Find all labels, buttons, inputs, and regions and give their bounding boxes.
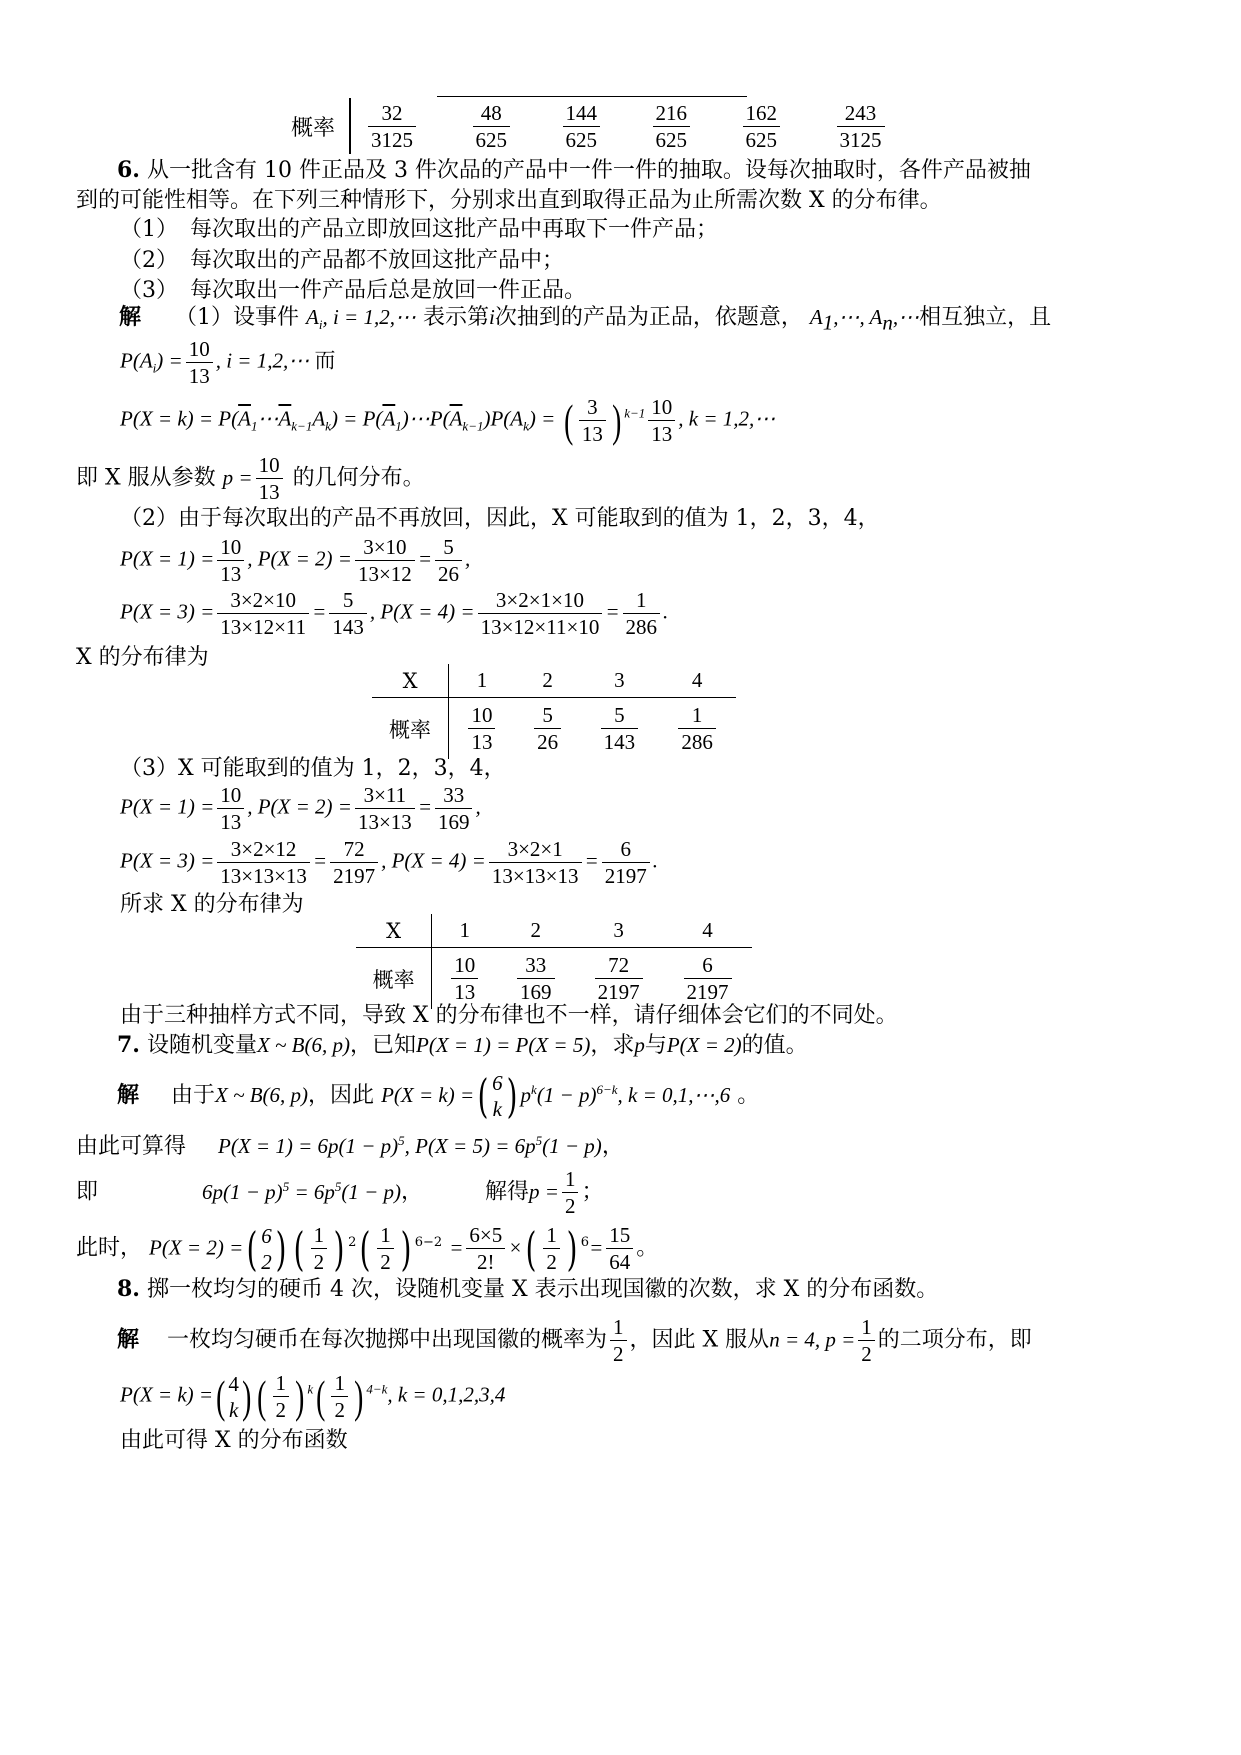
case-1: （1） 每次取出的产品立即放回这批产品中再取下一件产品； — [120, 217, 719, 242]
distribution-table-2: X 1 2 3 4 概率 $\frac{10}{13}$ $\frac{5}{26}$ $\frac{5}{143}$ $\frac{1}{286}$ — [372, 664, 736, 759]
case-2: （2） 每次取出的产品都不放回这批产品中； — [120, 248, 565, 273]
formula-part3-b: P(X = 3) = $\frac{3\times 2\times 12}{13\times 13\times 13}$ = $\frac{72}{2197}$ , P(X = 4) = $\frac{3\times 2\times 1}{13\times 13\times 13}$ = $\frac{6}{2197}$ . — [120, 837, 658, 888]
event-expression: $A_i$, i = 1,2,⋯ — [306, 305, 416, 333]
part2-intro: （2）由于每次取出的产品不再放回，因此，X 可能取到的值为 1，2，3，4， — [120, 506, 880, 531]
top-table-overline — [437, 96, 747, 97]
formula-part2-b: P(X = 3) = $\frac{3\times 2\times 10}{13\times 12\times 11}$ = $\frac{5}{143}$ , P(X = 4) = $\frac{3\times 2\times 1\times 10}{13\times 12\times 11\times 10}$ = $\frac{1}{286}$ . — [120, 588, 669, 639]
problem6-line1 — [117, 155, 1031, 186]
formula-geometric: $P(X = k) = P(\overline{A}_1\cdots\overline{A}_{k-1}A_k)$ = $P(\overline{A}_1)\cdots P(\overline{A}_{k-1})P(A_k)$ = ( $\frac{3}{13}$ ) $^{k-1}$ $\frac{10}{13}$ , k = 1,2,⋯ — [120, 394, 776, 446]
dist-label-2: X 的分布律为 — [76, 645, 209, 670]
problem7-statement: 7. 设随机变量X ~ B(6, p)，已知P(X = 1) = P(X = 5)，求p与P(X = 2)的值。 — [117, 1032, 808, 1058]
problem7-result: 此时， P(X = 2) =( 6 2 ) ( $\frac{1}{2}$ ) $^2$( $\frac{1}{2}$ ) $^{6-2}$ = $\frac{6\times 5}{2!}$ ×( $\frac{1}{2}$ ) $^6$= $\frac{15}{64}$ 。 — [76, 1221, 659, 1276]
fraction: $\frac{216}{625}$ — [653, 100, 691, 153]
dist-label-3: 所求 X 的分布律为 — [120, 892, 304, 917]
problem8-formula: P(X = k) =( 4 k ) ( $\frac{1}{2}$ ) $^k$( $\frac{1}{2}$ ) $^{4-k}$, k = 0,1,2,3,4 — [120, 1370, 506, 1422]
formula-part3-a: P(X = 1) = $\frac{10}{13}$ , P(X = 2) = $\frac{3\times 11}{13\times 13}$ = $\frac{33}{169}$ , — [120, 783, 481, 834]
problem7-equation: 即 $6p(1 - p)^5 = 6p^5(1 - p)$， 解得p = $\frac{1}{2}$ ； — [76, 1167, 604, 1218]
fraction: $\frac{162}{625}$ — [743, 100, 781, 153]
problem8-statement: 8. 掷一枚均匀的硬币 4 次，设随机变量 X 表示出现国徽的次数，求 X 的分布函数。 — [117, 1276, 939, 1302]
top-table-header: 概率 — [291, 116, 336, 141]
conclusion: 由于三种抽样方式不同，导致 X 的分布律也不一样，请仔细体会它们的不同处。 — [120, 1003, 898, 1028]
geometric-statement: 即 X 服从参数 p = $\frac{10}{13}$ 的几何分布。 — [76, 453, 425, 504]
formula-part2-a: P(X = 1) = $\frac{10}{13}$ , P(X = 2) = $\frac{3\times 10}{13\times 12}$ = $\frac{5}{26}$ , — [120, 535, 471, 586]
solution6-intro: 解 （1）设事件 $A_i$, i = 1,2,⋯ 表示第i次抽到的产品为正品，依题意， $A_1,\cdots$, $A_n,\cdots$相互独立，且 — [119, 304, 1052, 335]
distribution-table-3: X 1 2 3 4 概率 $\frac{10}{13}$ $\frac{33}{169}$ $\frac{72}{2197}$ $\frac{6}{2197}$ — [356, 914, 752, 1009]
fraction: $\frac{32}{3125}$ — [368, 100, 416, 153]
part3-intro: （3）X 可能取到的值为 1，2，3，4， — [120, 756, 506, 781]
formula-PAi: $P(A_i)$ = $\frac{10}{13}$ , i = 1,2,⋯ 而 — [120, 337, 336, 388]
problem7-solution: 解 由于X ~ B(6, p)，因此 P(X = k) =( 6 k ) $p^k(1 - p)^{6-k}$, k = 0,1,⋯,6 。 — [117, 1069, 760, 1123]
problem-number: 6. — [117, 157, 140, 183]
problem-text: 从一批含有 10 件正品及 3 件次品的产品中一件一件的抽取。设每次抽取时，各件产品被抽 — [146, 158, 1031, 183]
fraction: $\frac{144}{625}$ — [563, 100, 601, 153]
problem8-end: 由此可得 X 的分布函数 — [120, 1428, 348, 1453]
fraction: $\frac{48}{625}$ — [473, 100, 511, 153]
top-table-values — [365, 100, 888, 153]
problem8-solution: 解 一枚均匀硬币在每次抛掷中出现国徽的概率为 $\frac{1}{2}$ ，因此 X 服从n = 4, p = $\frac{1}{2}$ 的二项分布，即 — [117, 1315, 1032, 1366]
top-table-divider — [349, 98, 351, 154]
solution-label: 解 — [119, 304, 142, 330]
problem7-calc: 由此可算得 $P(X = 1) = 6p(1 - p)^5$, $P(X = 5) = 6p^5(1 - p)$， — [76, 1133, 624, 1159]
problem6-line2: 到的可能性相等。在下列三种情形下，分别求出直到取得正品为止所需次数 X 的分布律。 — [76, 188, 942, 213]
fraction: $\frac{243}{3125}$ — [837, 100, 885, 153]
case-3: （3） 每次取出一件产品后总是放回一件正品。 — [120, 278, 587, 303]
